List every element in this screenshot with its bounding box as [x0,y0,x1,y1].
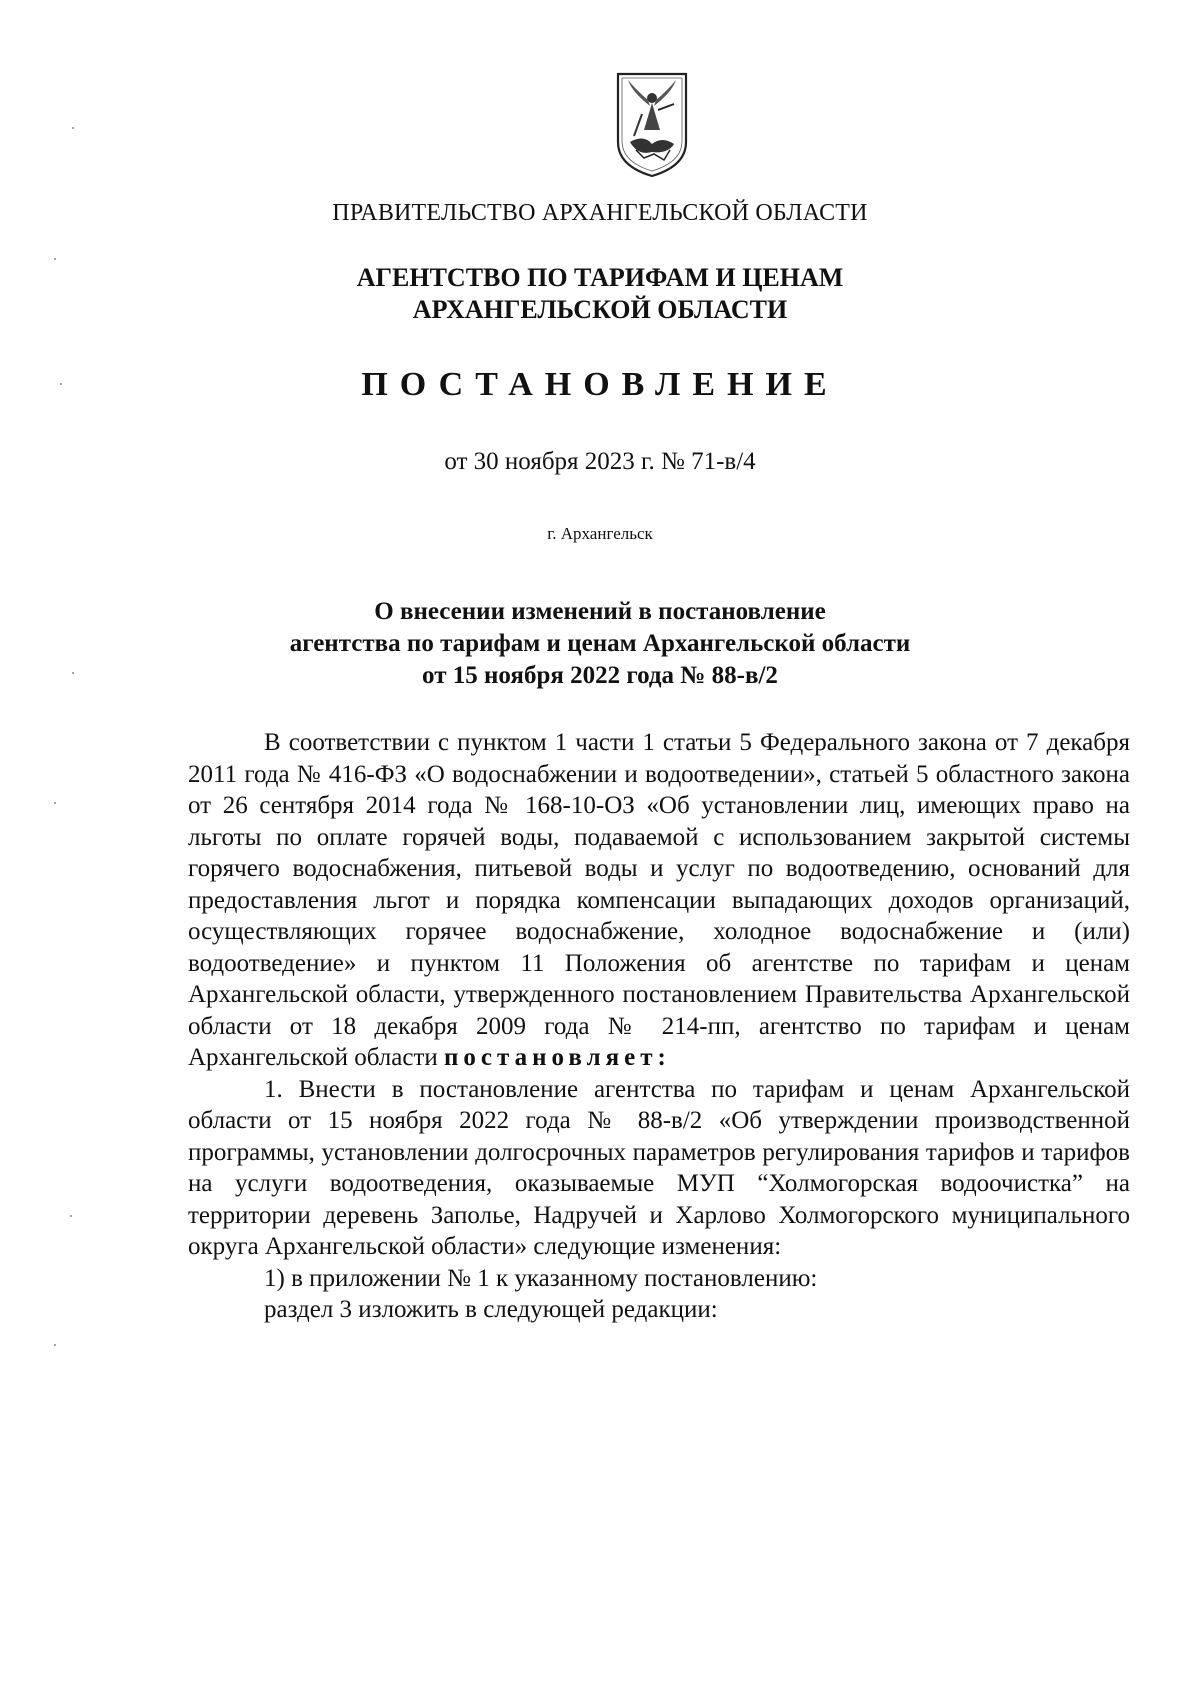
document-title-line1: О внесении изменений в постановление [374,598,826,625]
subitem-1-paragraph: 1) в приложении № 1 к указанному постановлению: [264,1264,818,1292]
scan-mark [70,1215,72,1217]
document-city: г. Архангельск [547,524,653,543]
government-name: ПРАВИТЕЛЬСТВО АРХАНГЕЛЬСКОЙ ОБЛАСТИ [332,200,868,226]
document-body [188,727,1130,1326]
document-title-line2: агентства по тарифам и ценам Архангельской области [289,630,911,657]
document-title [0,596,1200,692]
preamble-text: В соответствии с пунктом 1 части 1 статьи 5 Федерального закона от 7 декабря 2011 года № 416-ФЗ «О водоснабжении и водоотведении», статьей 5 областного закона от 26 сентября 2014 года № 168-10-ОЗ «Об установлении лиц, имеющих право на льготы по оплате горячей воды, подаваемой с использованием закрытой системы горячего водоснабжения, питьевой воды и услуг по водоотведению, оснований для предоставления льгот и порядка компенсации выпадающих доходов организаций, осуществляющих горячее водоснабжение, холодное водоснабжение и (или) водоотведение» и пунктом 11 Положения об агентстве по тарифам и ценам Архангельской области, утвержденного постановлением Правительства Архангельской области от 18 декабря 2009 года № 214-пп, агентство по тарифам и ценам Архангельской области [188,729,1130,1071]
scan-mark [54,258,56,260]
scan-mark [60,383,62,385]
scan-mark [54,1344,56,1346]
document-date-number: от 30 ноября 2023 г. № 71-в/4 [444,448,756,475]
coat-of-arms-emblem [614,70,690,180]
document-type: ПОСТАНОВЛЕНИЕ [361,366,839,403]
agency-name-line2: АРХАНГЕЛЬСКОЙ ОБЛАСТИ [412,295,788,324]
coat-of-arms-icon [614,70,690,180]
scan-mark [72,127,74,129]
agency-name [0,262,1200,326]
item-1-paragraph: 1. Внести в постановление агентства по тарифам и ценам Архангельской области от 15 ноября 2022 года № 88-в/2 «Об утверждении производственной программы, установлении долгосрочных параметров регулирования тарифов и тарифов на услуги водоотведения, оказываемые МУП “Холмогорская водоочистка” на территории деревень Заполье, Надручей и Харлово Холмогорского муниципального округа Архангельской области» следующие изменения: [188,1075,1130,1260]
scan-mark [54,802,56,804]
resolves-word: постановляет: [444,1044,671,1071]
preamble-paragraph [188,727,1130,1074]
scan-mark [72,672,74,674]
subitem-1-text: раздел 3 изложить в следующей редакции: [264,1296,718,1323]
document-title-line3: от 15 ноября 2022 года № 88-в/2 [422,662,778,689]
agency-name-line1: АГЕНТСТВО ПО ТАРИФАМ И ЦЕНАМ [356,263,844,292]
